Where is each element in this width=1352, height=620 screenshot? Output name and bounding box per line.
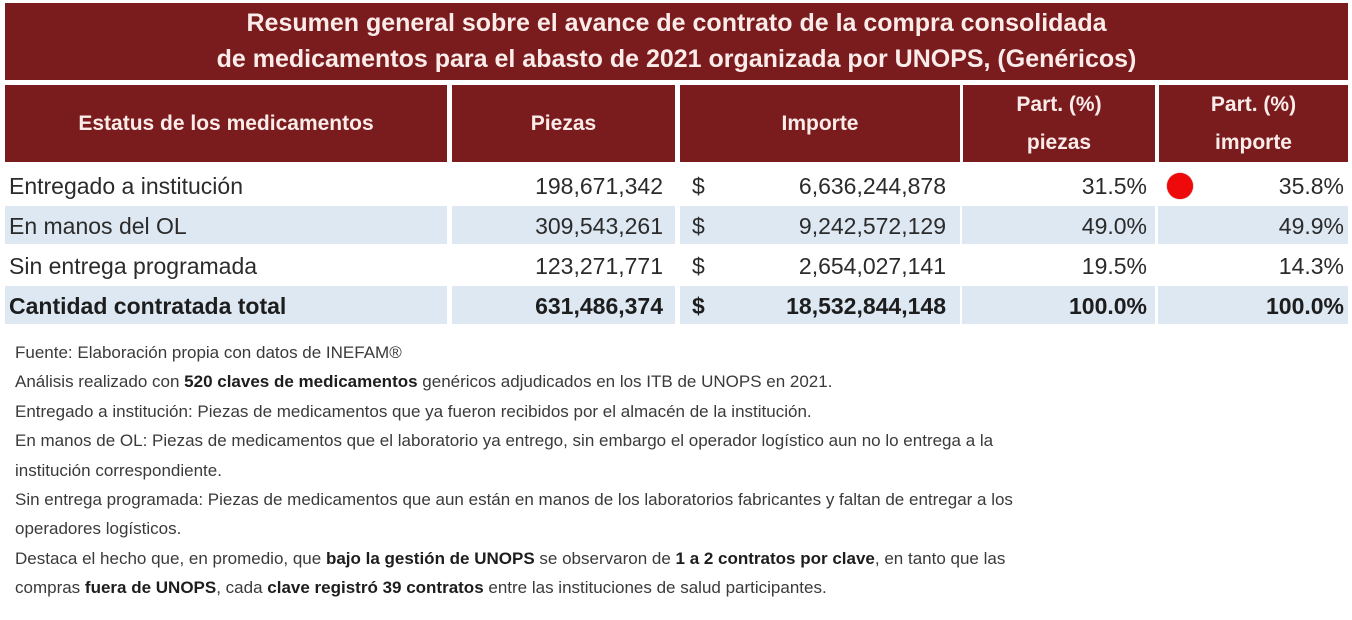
red-dot-marker-icon [1167,173,1193,199]
note-text: entre las instituciones de salud participantes. [483,578,827,598]
cell-part-importe: 100.0% [1158,286,1348,324]
header-importe-label: Importe [781,111,859,135]
currency-symbol: $ [692,213,705,239]
table-title-line-1: Resumen general sobre el avance de contrato de la compra consolidada [246,9,1107,37]
cell-part-piezas: 100.0% [962,286,1155,324]
note-sin-entrega-line2: operadores logísticos. [15,519,182,539]
note-text: Análisis realizado con [15,372,185,392]
note-analysis [15,367,1345,396]
note-en-manos-line2: institución correspondiente. [15,460,222,480]
note-entregado: Entregado a institución: Piezas de medicamentos que ya fueron recibidos por el almacén de la institución. [15,401,812,421]
header-part-piezas [963,85,1155,162]
header-piezas [452,85,675,162]
importe-value: 9,242,572,129 [798,213,946,239]
note-text: , cada [216,578,268,598]
cell-part-importe: 49.9% [1158,206,1348,244]
note-bold: bajo la gestión de UNOPS [325,548,535,568]
header-part-piezas-line1: Part. (%) [1016,92,1102,116]
header-part-importe [1159,85,1348,162]
note-text: genéricos adjudicados en los ITB de UNOPS en 2021. [417,372,833,392]
cell-part-importe: 14.3% [1278,253,1344,279]
cell-part-piezas: 49.0% [962,206,1155,244]
currency-symbol: $ [692,173,705,199]
note-sin-entrega-line1: Sin entrega programada: Piezas de medicamentos que aun están en manos de los laboratorios fabricantes y faltan de entregar a los [15,490,1013,510]
note-text: se observaron de [534,548,676,568]
cell-piezas: 309,543,261 [452,206,675,244]
header-part-importe-line1: Part. (%) [1210,92,1297,116]
cell-part-piezas: 19.5% [1081,253,1147,279]
cell-importe [680,286,960,324]
importe-value: 2,654,027,141 [798,253,946,279]
note-destaca-line2 [15,573,1345,602]
importe-value: 6,636,244,878 [798,173,946,199]
cell-importe [680,166,960,204]
currency-symbol: $ [692,253,705,279]
note-text: , en tanto que las [874,548,1006,568]
cell-part-piezas: 31.5% [1081,173,1147,199]
importe-value: 18,532,844,148 [786,293,946,319]
table-row [5,166,1348,206]
note-bold: 520 claves de medicamentos [184,372,418,392]
note-text: Destaca el hecho que, en promedio, que [15,548,326,568]
table-row [5,206,1348,246]
table-title [5,3,1348,80]
header-importe [680,85,960,162]
note-destaca-line1 [15,544,1345,573]
cell-piezas: 123,271,771 [535,253,663,279]
currency-symbol: $ [692,293,705,319]
footnotes [15,338,1345,603]
table-title-line-2: de medicamentos para el abasto de 2021 organizada por UNOPS, (Genéricos) [216,45,1137,73]
header-part-importe-line2: importe [1214,130,1292,154]
cell-status: Cantidad contratada total [5,286,447,324]
header-piezas-label: Piezas [530,111,597,135]
cell-piezas: 198,671,342 [535,173,663,199]
header-status [5,85,447,162]
note-bold: 1 a 2 contratos por clave [675,548,875,568]
note-en-manos-line1: En manos de OL: Piezas de medicamentos que el laboratorio ya entrego, sin embargo el operador logístico aun no lo entrega a la [15,431,994,451]
header-part-piezas-line2: piezas [1026,130,1092,154]
note-text: compras [15,578,85,598]
cell-status: En manos del OL [5,206,447,244]
note-source: Fuente: Elaboración propia con datos de INEFAM® [15,343,402,362]
cell-part-importe: 35.8% [1278,173,1344,199]
header-status-label: Estatus de los medicamentos [78,111,374,135]
note-bold: fuera de UNOPS [84,578,217,598]
table-row-total [5,286,1348,326]
cell-status: Sin entrega programada [9,253,258,279]
table-row [5,246,1348,286]
note-bold: clave registró 39 contratos [267,578,484,598]
cell-status: Entregado a institución [9,173,243,199]
cell-piezas: 631,486,374 [452,286,675,324]
cell-importe [680,206,960,244]
cell-importe [680,246,960,284]
